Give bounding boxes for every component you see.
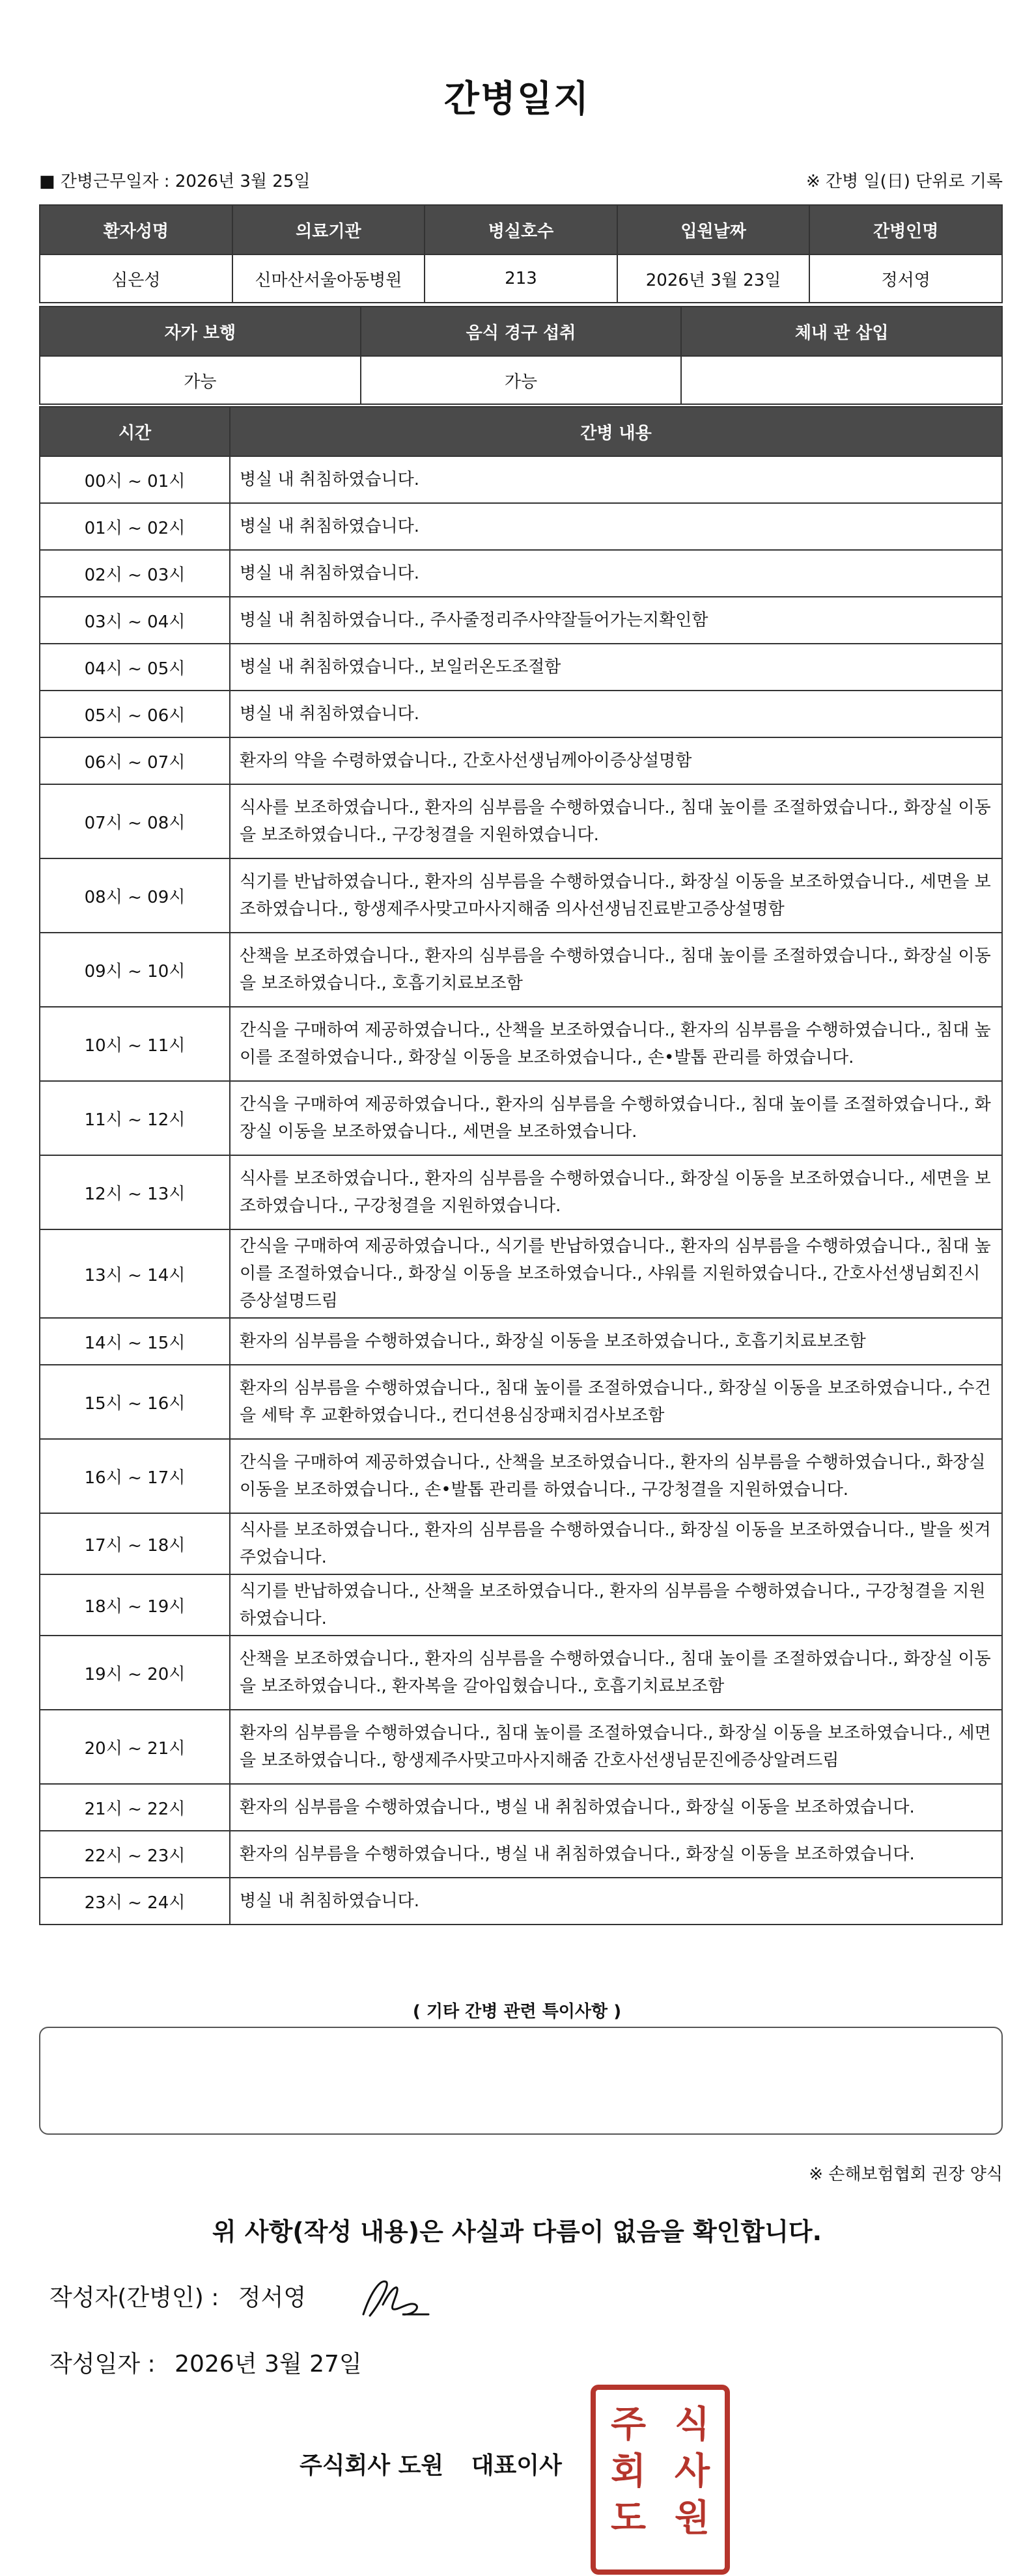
company-line: [300, 2447, 581, 2480]
log-time: 16시 ~ 17시: [40, 1439, 230, 1513]
log-time: 12시 ~ 13시: [40, 1155, 230, 1229]
confirm-statement: 위 사항(작성 내용)은 사실과 다름이 없음을 확인합니다.: [212, 2217, 822, 2246]
log-time: 04시 ~ 05시: [40, 644, 230, 691]
oral-intake-value: 가능: [361, 356, 682, 404]
company-seal-stamp: [589, 2383, 731, 2576]
written-date-line: [49, 2346, 374, 2379]
log-time: 08시 ~ 09시: [40, 858, 230, 933]
log-content: 환자의 심부름을 수행하였습니다., 병실 내 취침하였습니다., 화장실 이동을 보조하였습니다.: [230, 1831, 1002, 1878]
svg-text:주: 주: [610, 2404, 647, 2446]
log-content: 간식을 구매하여 제공하였습니다., 식기를 반납하였습니다., 환자의 심부름을 수행하였습니다., 침대 높이를 조절하였습니다., 화장실 이동을 보조하였습니다., 샤워를 지원하였습니다., 간호사선생님회진시증상설명드림: [230, 1229, 1002, 1318]
log-time: 01시 ~ 02시: [40, 503, 230, 550]
log-content: 병실 내 취침하였습니다.: [230, 456, 1002, 503]
log-time: 00시 ~ 01시: [40, 456, 230, 503]
table-row: [40, 1784, 1002, 1831]
log-content: 간식을 구매하여 제공하였습니다., 환자의 심부름을 수행하였습니다., 침대 높이를 조절하였습니다., 화장실 이동을 보조하였습니다., 세면을 보조하였습니다.: [230, 1081, 1002, 1155]
log-time: 10시 ~ 11시: [40, 1007, 230, 1081]
log-content: 환자의 약을 수령하였습니다., 간호사선생님께아이증상설명함: [230, 737, 1002, 784]
svg-text:사: 사: [674, 2450, 710, 2493]
signature-image: [350, 2269, 435, 2327]
header-patient-name: 환자성명: [40, 205, 232, 254]
patient-name: 심은성: [40, 254, 232, 303]
company-title: 대표이사: [471, 2452, 562, 2479]
log-content: 병실 내 취침하였습니다.: [230, 550, 1002, 597]
header-room: 병실호수: [425, 205, 617, 254]
ability-table: [39, 306, 1003, 405]
log-content: 식기를 반납하였습니다., 산책을 보조하였습니다., 환자의 심부름을 수행하였습니다., 구강청결을 지원하였습니다.: [230, 1574, 1002, 1636]
table-row: [40, 1831, 1002, 1878]
log-time: 23시 ~ 24시: [40, 1878, 230, 1925]
room-number: 213: [425, 254, 617, 303]
table-row: [40, 597, 1002, 644]
log-time: 17시 ~ 18시: [40, 1513, 230, 1574]
log-content: 환자의 심부름을 수행하였습니다., 병실 내 취침하였습니다., 화장실 이동을 보조하였습니다.: [230, 1784, 1002, 1831]
log-time: 03시 ~ 04시: [40, 597, 230, 644]
log-content: 식사를 보조하였습니다., 환자의 심부름을 수행하였습니다., 화장실 이동을 보조하였습니다., 세면을 보조하였습니다., 구강청결을 지원하였습니다.: [230, 1155, 1002, 1229]
unit-note: ※ 간병 일(日) 단위로 기록: [805, 172, 1003, 191]
log-content: 환자의 심부름을 수행하였습니다., 침대 높이를 조절하였습니다., 화장실 이동을 보조하였습니다., 세면을 보조하였습니다., 항생제주사맞고마사지해줌 간호사선생님문진에증상알려드림: [230, 1710, 1002, 1784]
log-time: 21시 ~ 22시: [40, 1784, 230, 1831]
svg-text:회: 회: [610, 2450, 647, 2493]
writer-name: 정서영: [238, 2284, 307, 2311]
tube-value: [681, 356, 1002, 404]
caregiver-name: 정서영: [809, 254, 1002, 303]
care-date-label: ■ 간병근무일자 : 2026년 3월 25일: [39, 172, 311, 191]
log-time: 15시 ~ 16시: [40, 1365, 230, 1439]
log-content: 간식을 구매하여 제공하였습니다., 산책을 보조하였습니다., 환자의 심부름을 수행하였습니다., 침대 높이를 조절하였습니다., 화장실 이동을 보조하였습니다., 손•발톱 관리를 하였습니다.: [230, 1007, 1002, 1081]
header-oral-intake: 음식 경구 섭취: [361, 307, 682, 356]
table-row: [40, 1365, 1002, 1439]
table-row: [40, 691, 1002, 737]
notice-label: ( 기타 간병 관련 특이사항 ): [412, 2002, 622, 2021]
table-row: [40, 456, 1002, 503]
table-row: [40, 933, 1002, 1007]
header-admission-date: 입원날짜: [617, 205, 810, 254]
table-row: [40, 1318, 1002, 1365]
log-time: 14시 ~ 15시: [40, 1318, 230, 1365]
log-content: 환자의 심부름을 수행하였습니다., 침대 높이를 조절하였습니다., 화장실 이동을 보조하였습니다., 수건을 세탁 후 교환하였습니다., 컨디션용심장패치검사보조함: [230, 1365, 1002, 1439]
svg-text:원: 원: [674, 2497, 710, 2540]
table-row: [40, 1574, 1002, 1636]
log-content: 환자의 심부름을 수행하였습니다., 화장실 이동을 보조하였습니다., 호흡기치료보조함: [230, 1318, 1002, 1365]
log-time: 02시 ~ 03시: [40, 550, 230, 597]
log-content: 식기를 반납하였습니다., 환자의 심부름을 수행하였습니다., 화장실 이동을 보조하였습니다., 세면을 보조하였습니다., 항생제주사맞고마사지해줌 의사선생님진료받고증상설명함: [230, 858, 1002, 933]
header-tube: 체내 관 삽입: [681, 307, 1002, 356]
table-row: [40, 1155, 1002, 1229]
log-time: 22시 ~ 23시: [40, 1831, 230, 1878]
table-row: [40, 1229, 1002, 1318]
log-content: 간식을 구매하여 제공하였습니다., 산책을 보조하였습니다., 환자의 심부름을 수행하였습니다., 화장실 이동을 보조하였습니다., 손•발톱 관리를 하였습니다., 구강청결을 지원하였습니다.: [230, 1439, 1002, 1513]
svg-text:식: 식: [674, 2404, 710, 2446]
meta-row: [39, 168, 1003, 194]
log-time: 18시 ~ 19시: [40, 1574, 230, 1636]
log-time: 19시 ~ 20시: [40, 1636, 230, 1710]
source-note: ※ 손해보험협회 권장 양식: [809, 2165, 1003, 2184]
header-walking: 자가 보행: [40, 307, 361, 356]
log-content: 식사를 보조하였습니다., 환자의 심부름을 수행하였습니다., 침대 높이를 조절하였습니다., 화장실 이동을 보조하였습니다., 구강청결을 지원하였습니다.: [230, 784, 1002, 858]
table-row: [40, 1710, 1002, 1784]
table-row: [40, 1636, 1002, 1710]
admission-date: 2026년 3월 23일: [617, 254, 810, 303]
log-content: 병실 내 취침하였습니다., 주사줄정리주사약잘들어가는지확인함: [230, 597, 1002, 644]
log-content: 병실 내 취침하였습니다.: [230, 691, 1002, 737]
table-row: [40, 784, 1002, 858]
log-time: 13시 ~ 14시: [40, 1229, 230, 1318]
writer-line: [49, 2279, 318, 2312]
log-content: 병실 내 취침하였습니다.: [230, 503, 1002, 550]
log-time: 05시 ~ 06시: [40, 691, 230, 737]
table-row: [40, 550, 1002, 597]
table-row: [40, 858, 1002, 933]
svg-text:도: 도: [610, 2497, 647, 2540]
header-care-content: 간병 내용: [230, 407, 1002, 456]
notice-box: [39, 2027, 1003, 2135]
table-row: [40, 737, 1002, 784]
log-content: 병실 내 취침하였습니다.: [230, 1878, 1002, 1925]
log-time: 07시 ~ 08시: [40, 784, 230, 858]
table-row: [40, 1878, 1002, 1925]
log-content: 산책을 보조하였습니다., 환자의 심부름을 수행하였습니다., 침대 높이를 조절하였습니다., 화장실 이동을 보조하였습니다., 환자복을 갈아입혔습니다., 호흡기치료보조함: [230, 1636, 1002, 1710]
writer-label: 작성자(간병인) :: [49, 2284, 219, 2311]
log-time: 06시 ~ 07시: [40, 737, 230, 784]
table-row: [40, 644, 1002, 691]
log-content: 산책을 보조하였습니다., 환자의 심부름을 수행하였습니다., 침대 높이를 조절하였습니다., 화장실 이동을 보조하였습니다., 호흡기치료보조함: [230, 933, 1002, 1007]
company-name: 주식회사 도원: [300, 2452, 444, 2479]
table-row: [40, 1513, 1002, 1574]
care-log-body: [40, 456, 1002, 1925]
walking-value: 가능: [40, 356, 361, 404]
written-date: 2026년 3월 27일: [175, 2351, 362, 2377]
header-caregiver: 간병인명: [809, 205, 1002, 254]
patient-info-table: [39, 204, 1003, 303]
care-log-table: [39, 406, 1003, 1925]
hospital-name: 신마산서울아동병원: [232, 254, 425, 303]
header-time: 시간: [40, 407, 230, 456]
log-time: 09시 ~ 10시: [40, 933, 230, 1007]
table-row: [40, 1007, 1002, 1081]
written-date-label: 작성일자 :: [49, 2351, 156, 2377]
log-content: 병실 내 취침하였습니다., 보일러온도조절함: [230, 644, 1002, 691]
document-title: 간병일지: [443, 78, 591, 120]
table-row: [40, 1081, 1002, 1155]
table-row: [40, 1439, 1002, 1513]
header-hospital: 의료기관: [232, 205, 425, 254]
log-time: 20시 ~ 21시: [40, 1710, 230, 1784]
table-row: [40, 503, 1002, 550]
log-content: 식사를 보조하였습니다., 환자의 심부름을 수행하였습니다., 화장실 이동을 보조하였습니다., 발을 씻겨주었습니다.: [230, 1513, 1002, 1574]
log-time: 11시 ~ 12시: [40, 1081, 230, 1155]
